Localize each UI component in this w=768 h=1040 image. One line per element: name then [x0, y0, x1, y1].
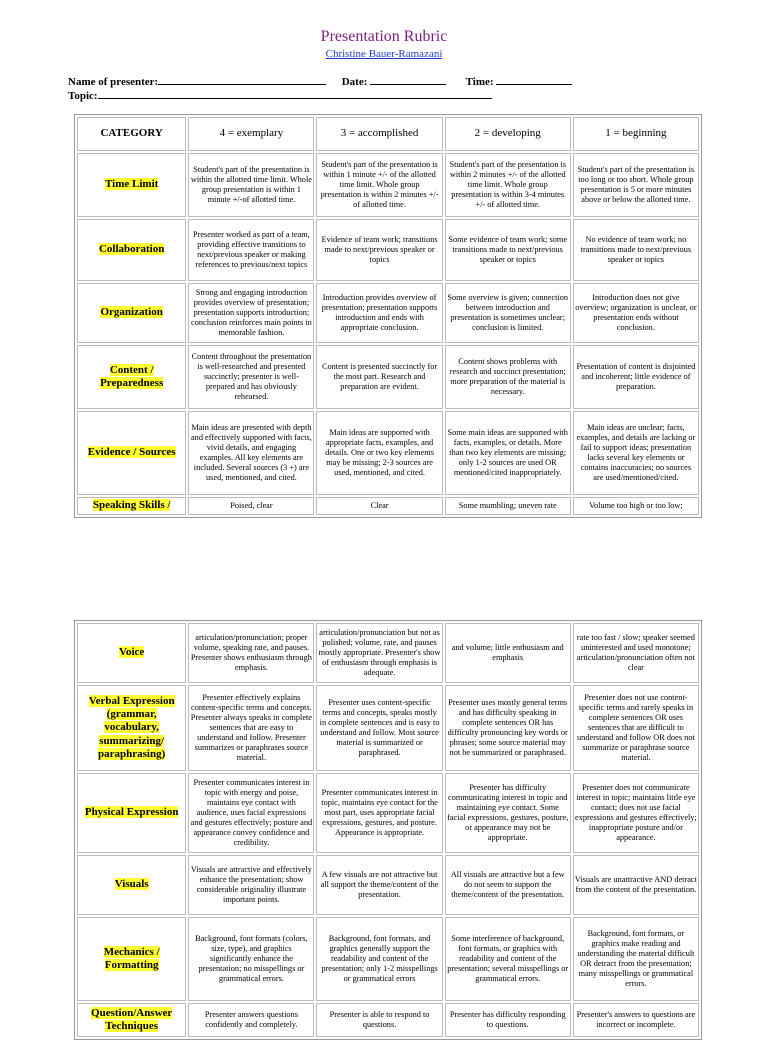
criteria-cell: Visuals are unattractive AND detract from the content of the presentation. [573, 855, 699, 915]
criteria-cell: Content shows problems with research and succinct presentation; more preparation of the material is necessary. [445, 345, 571, 409]
criteria-cell: articulation/pronunciation; proper volume, speaking rate, and pauses. Presenter shows enthusiasm through emphasis. [188, 623, 314, 683]
criteria-cell: A few visuals are not attractive but all support the theme/content of the presentation. [316, 855, 442, 915]
table-row [77, 623, 699, 683]
header-row [77, 117, 699, 151]
criteria-cell: Presenter does not communicate interest in topic; maintains little eye contact; does not use facial expressions and gestures effectively; inappropriate posture and/or appearance. [573, 773, 699, 853]
criteria-cell: Poised, clear [188, 497, 314, 515]
category-cell [77, 685, 186, 771]
category-label: Speaking Skills / [92, 499, 171, 512]
document-title: Presentation Rubric [320, 28, 448, 45]
criteria-cell: Strong and engaging introduction provides overview of presentation; presentation supports introduction; conclusion reinforces main points in memorable fashion. [188, 283, 314, 343]
criteria-cell: Presenter is able to respond to questions. [316, 1003, 442, 1037]
table-row [77, 773, 699, 853]
category-label: Voice [119, 646, 145, 659]
criteria-cell: Presenter uses mostly general terms and has difficulty speaking in complete sentences OR has difficulty pronouncing key words or phrases; some source material may not be summarized or paraphrased. [445, 685, 571, 771]
category-cell [77, 219, 186, 281]
table-row [77, 685, 699, 771]
criteria-cell: Student's part of the presentation is within 1 minute +/- of the allotted time limit. Whole group presentation is within 2 minutes +/- of allotted time. [316, 153, 442, 217]
category-cell [77, 623, 186, 683]
table-row [77, 283, 699, 343]
presenter-row [68, 74, 572, 88]
criteria-cell: Presenter has difficulty responding to questions. [445, 1003, 571, 1037]
category-label: Organization [100, 306, 163, 319]
rubric-table-page-2 [74, 620, 702, 1040]
criteria-cell: Background, font formats, and graphics generally support the readability and content of the presentation; only 1-2 misspellings or grammatical errors [316, 917, 442, 1001]
criteria-cell: Presenter answers questions confidently and completely. [188, 1003, 314, 1037]
table-row [77, 153, 699, 217]
category-cell [77, 773, 186, 853]
criteria-cell: Introduction provides overview of presentation; presentation supports introduction and ends with appropriate conclusion. [316, 283, 442, 343]
time-label: Time: [465, 76, 494, 88]
table-row [77, 855, 699, 915]
criteria-cell: Presenter has difficulty communicating interest in topic and maintaining eye contact. Some facial expressions, gestures, posture, or appearance may not be appropriate. [445, 773, 571, 853]
criteria-cell: articulation/pronunciation but not as polished; volume, rate, and pauses mostly appropriate. Presenter's show of enthusiasm through emphasis is adequate. [316, 623, 442, 683]
topic-blank[interactable] [98, 88, 492, 99]
category-label: Evidence / Sources [87, 446, 176, 459]
criteria-cell: Presenter's answers to questions are incorrect or incomplete. [573, 1003, 699, 1037]
criteria-cell: Student's part of the presentation is too long or too short. Whole group presentation is 5 or more minutes above or below the allotted time. [573, 153, 699, 217]
date-label: Date: [341, 76, 368, 88]
criteria-cell: rate too fast / slow; speaker seemed uninterested and used monotone; articulation/pronunciation often not clear [573, 623, 699, 683]
criteria-cell: Background, font formats, or graphics make reading and understanding the material difficult OR detract from the presentation; many misspellings or grammatical errors. [573, 917, 699, 1001]
header-exemplary: 4 = exemplary [188, 117, 314, 151]
table-row [77, 497, 699, 515]
category-cell [77, 1003, 186, 1037]
criteria-cell: Some evidence of team work; some transitions made to next/previous speaker or topics [445, 219, 571, 281]
category-label: Visuals [114, 878, 149, 891]
category-cell [77, 497, 186, 515]
date-blank[interactable] [370, 74, 446, 85]
category-cell [77, 855, 186, 915]
name-label: Name of presenter: [68, 76, 159, 88]
category-cell [77, 153, 186, 217]
criteria-cell: Some mumbling; uneven rate [445, 497, 571, 515]
criteria-cell: Visuals are attractive and effectively enhance the presentation; show considerable originality illustrate important points. [188, 855, 314, 915]
category-label: Verbal Expression (grammar, vocabulary, summarizing/ paraphrasing) [88, 695, 175, 760]
criteria-cell: All visuals are attractive but a few do not seem to support the theme/content of the presentation. [445, 855, 571, 915]
header-beginning: 1 = beginning [573, 117, 699, 151]
criteria-cell: Main ideas are supported with appropriate facts, examples, and details. One or two key elements may be missing; 2-3 sources are used, mentioned, and cited. [316, 411, 442, 495]
table-row [77, 345, 699, 409]
table-row [77, 219, 699, 281]
category-cell [77, 411, 186, 495]
category-label: Physical Expression [84, 806, 179, 819]
criteria-cell: Presenter effectively explains content-specific terms and concepts. Presenter always speaks in complete sentences that are easy to understand and follow. Presenter summarizes or paraphrases source material. [188, 685, 314, 771]
criteria-cell: Introduction does not give overview; organization is unclear, or presentation ends without conclusion. [573, 283, 699, 343]
topic-label: Topic: [68, 90, 98, 102]
category-cell [77, 283, 186, 343]
criteria-cell: No evidence of team work; no transitions made to next/previous speaker or topics [573, 219, 699, 281]
criteria-cell: Main ideas are presented with depth and effectively supported with facts, vivid details, and engaging examples. All key elements are included. Several sources (3 +) are used, mentioned, and cited. [188, 411, 314, 495]
criteria-cell: Presenter communicates interest in topic with energy and poise, maintains eye contact with audience, uses facial expressions and gestures effectively; posture and appearance convey confidence and credibility. [188, 773, 314, 853]
criteria-cell: Some overview is given; connection between introduction and presentation is sometimes unclear; conclusion is limited. [445, 283, 571, 343]
header-accomplished: 3 = accomplished [316, 117, 442, 151]
criteria-cell: Clear [316, 497, 442, 515]
criteria-cell: Background, font formats (colors, size, type), and graphics significantly enhance the presentation; no misspellings or grammatical errors. [188, 917, 314, 1001]
category-cell [77, 345, 186, 409]
criteria-cell: Student's part of the presentation is within 2 minutes +/- of the allotted time limit. Whole group presentation is within 3-4 minutes +/- of allotted time. [445, 153, 571, 217]
name-blank[interactable] [158, 74, 326, 85]
criteria-cell: Content throughout the presentation is well-researched and presented succinctly; presenter is well-prepared and has obviously rehearsed. [188, 345, 314, 409]
criteria-cell: Presentation of content is disjointed and incoherent; little evidence of preparation. [573, 345, 699, 409]
category-label: Content / Preparedness [100, 363, 164, 389]
author-link[interactable]: Christine Bauer-Ramazani [325, 48, 443, 60]
category-cell [77, 917, 186, 1001]
criteria-cell: Evidence of team work; transitions made to next/previous speaker or topics [316, 219, 442, 281]
table-row [77, 1003, 699, 1037]
criteria-cell: Presenter does not use content-specific terms and rarely speaks in complete sentences OR uses sentences that are difficult to understand and follow OR does not summarize or paraphrase source material. [573, 685, 699, 771]
table-row [77, 411, 699, 495]
rubric-table-page-1 [74, 114, 702, 518]
criteria-cell: Main ideas are unclear; facts, examples, and details are lacking or fail to support ideas; presentation lacks several key elements or contains inaccuracies; no sources are used/mentioned/cited. [573, 411, 699, 495]
category-label: Question/Answer Techniques [91, 1006, 173, 1032]
criteria-cell: Presenter uses content-specific terms and concepts, speaks mostly in complete sentences and is easy to understand and follow. Most source material is summarized or paraphrased. [316, 685, 442, 771]
criteria-cell: Student's part of the presentation is within the allotted time limit. Whole group presentation is within 1 minute +/-of allotted time. [188, 153, 314, 217]
time-blank[interactable] [496, 74, 572, 85]
category-label: Time Limit [105, 178, 159, 191]
category-label: Mechanics / Formatting [103, 945, 160, 971]
topic-row [68, 88, 572, 102]
criteria-cell: Some interference of background, font formats, or graphics with readability and content of the presentation; several misspellings or grammatical errors. [445, 917, 571, 1001]
header-developing: 2 = developing [445, 117, 571, 151]
category-label: Collaboration [98, 243, 165, 256]
criteria-cell: Presenter communicates interest in topic, maintains eye contact for the most part, uses appropriate facial expressions, gestures, and posture. Appearance is appropriate. [316, 773, 442, 853]
table-row [77, 917, 699, 1001]
criteria-cell: and volume; little enthusiasm and emphasis [445, 623, 571, 683]
header-fields [68, 74, 572, 102]
criteria-cell: Content is presented succinctly for the most part. Research and preparation are evident. [316, 345, 442, 409]
criteria-cell: Presenter worked as part of a team, providing effective transitions to next/previous speaker or making references to previous/next topics [188, 219, 314, 281]
criteria-cell: Some main ideas are supported with facts, examples, or details. More than two key elements are missing; only 1-2 sources are used OR mentioned/cited inappropriately. [445, 411, 571, 495]
criteria-cell: Volume too high or too low; [573, 497, 699, 515]
header-category: CATEGORY [77, 117, 186, 151]
